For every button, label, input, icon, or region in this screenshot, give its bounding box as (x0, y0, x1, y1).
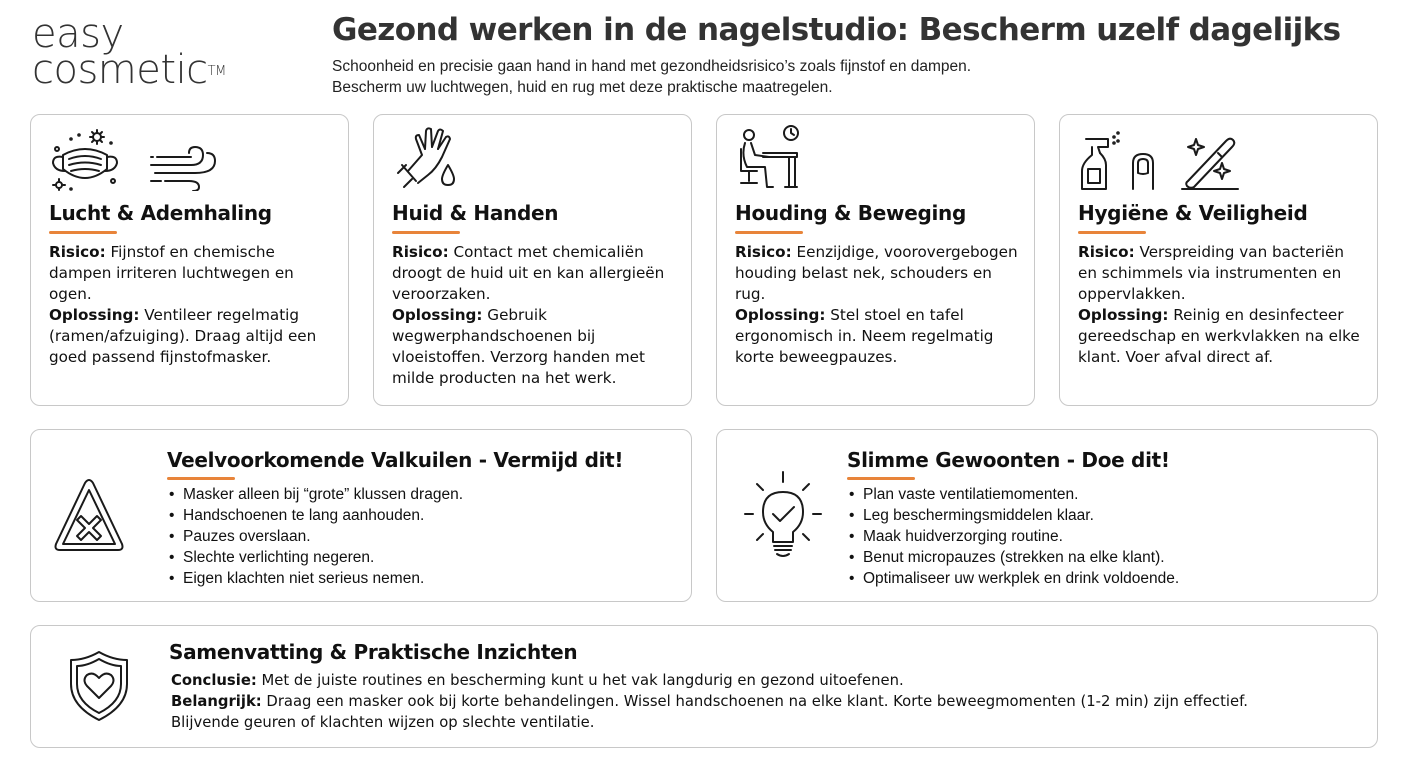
warning-triangle-x-icon (53, 476, 125, 562)
solution-label: Oplossing: (49, 306, 140, 324)
pitfalls-list (169, 484, 463, 589)
list-item: • Slechte verlichting negeren. (169, 547, 463, 568)
subtitle-line-1: Schoonheid en precisie gaan hand in hand met gezondheidsrisico’s zoals fijnstof en dampen. (332, 58, 972, 75)
page-subtitle (332, 56, 971, 98)
spray-bottle-icon (1078, 129, 1122, 195)
card-body (1078, 242, 1365, 368)
risk-text: Eenzijdige, voorovergebogen houding belast nek, schouders en rug. (735, 243, 1018, 303)
nail-file-sparkle-icon (1178, 131, 1240, 195)
summary-title: Samenvatting & Praktische Inzichten (169, 640, 578, 664)
subtitle-line-2: Bescherm uw luchtwegen, huid en rug met deze praktische maatregelen. (332, 79, 833, 96)
shield-heart-icon (67, 650, 131, 726)
fingernail-icon (1130, 151, 1156, 195)
important-text-line2: Blijvende geuren of klachten wijzen op slechte ventilatie. (171, 714, 595, 731)
summary-body (171, 670, 1248, 733)
solution-text: Stel stoel en tafel ergonomisch in. Neem regelmatig korte beweegpauzes. (735, 306, 994, 366)
lightbulb-check-icon (743, 470, 823, 564)
card-houding-beweging (716, 114, 1035, 406)
face-mask-icon (49, 129, 121, 195)
habits-title: Slimme Gewoonten - Doe dit! (847, 448, 1170, 472)
solution-text: Ventileer regelmatig (ramen/afzuiging). Draag altijd een goed passend fijnstofmasker. (49, 306, 317, 366)
solution-label: Oplossing: (1078, 306, 1169, 324)
accent-underline (167, 477, 235, 480)
list-item: • Optimaliseer uw werkplek en drink voldoende. (849, 568, 1179, 589)
wind-icon (149, 143, 219, 195)
list-item: • Masker alleen bij “grote” klussen dragen. (169, 484, 463, 505)
important-label: Belangrijk: (171, 693, 262, 710)
list-item: • Plan vaste ventilatiemomenten. (849, 484, 1179, 505)
conclusion-label: Conclusie: (171, 672, 257, 689)
habits-panel (716, 429, 1378, 602)
solution-text: Reinig en desinfecteer gereedschap en werkvlakken na elke klant. Voer afval direct af. (1078, 306, 1360, 366)
risk-text: Contact met chemicaliën droogt de huid uit en kan allergieën veroorzaken. (392, 243, 665, 303)
desk-posture-icon (735, 125, 801, 195)
brand-line1: easy (32, 11, 124, 57)
brand-line2: cosmetic (32, 47, 208, 93)
risk-label: Risico: (735, 243, 792, 261)
card-body (49, 242, 336, 368)
solution-label: Oplossing: (392, 306, 483, 324)
accent-underline (49, 231, 117, 234)
card-body (392, 242, 679, 389)
risk-text: Fijnstof en chemische dampen irriteren luchtwegen en ogen. (49, 243, 294, 303)
solution-text: Gebruik wegwerphandschoenen bij vloeistoffen. Verzorg handen met milde producten na het werk. (392, 306, 645, 387)
list-item: • Maak huidverzorging routine. (849, 526, 1179, 547)
habits-list (849, 484, 1179, 589)
accent-underline (1078, 231, 1146, 234)
accent-underline (392, 231, 460, 234)
list-item: • Handschoenen te lang aanhouden. (169, 505, 463, 526)
card-body (735, 242, 1022, 368)
solution-label: Oplossing: (735, 306, 826, 324)
trademark: TM (207, 64, 226, 79)
conclusion-text: Met de juiste routines en bescherming kunt u het vak langdurig en gezond uitoefenen. (261, 672, 904, 689)
risk-label: Risico: (392, 243, 449, 261)
card-lucht-ademhaling (30, 114, 349, 406)
important-text: Draag een masker ook bij korte behandelingen. Wissel handschoenen na elke klant. Korte beweegmomenten (1-2 min) zijn effectief. (266, 693, 1248, 710)
card-title: Lucht & Ademhaling (49, 201, 272, 225)
glove-hand-icon (392, 125, 462, 195)
card-title: Hygiëne & Veiligheid (1078, 201, 1308, 225)
page-title: Gezond werken in de nagelstudio: Bescherm uzelf dagelijks (332, 12, 1341, 48)
risk-label: Risico: (49, 243, 106, 261)
list-item: • Pauzes overslaan. (169, 526, 463, 547)
summary-panel (30, 625, 1378, 748)
card-title: Houding & Beweging (735, 201, 966, 225)
brand-logo (32, 11, 226, 93)
accent-underline (847, 477, 915, 480)
card-huid-handen (373, 114, 692, 406)
pitfalls-panel (30, 429, 692, 602)
list-item: • Eigen klachten niet serieus nemen. (169, 568, 463, 589)
card-title: Huid & Handen (392, 201, 559, 225)
accent-underline (735, 231, 803, 234)
risk-label: Risico: (1078, 243, 1135, 261)
list-item: • Benut micropauzes (strekken na elke klant). (849, 547, 1179, 568)
card-hygiene-veiligheid (1059, 114, 1378, 406)
list-item: • Leg beschermingsmiddelen klaar. (849, 505, 1179, 526)
risk-text: Verspreiding van bacteriën en schimmels via instrumenten en oppervlakken. (1078, 243, 1345, 303)
pitfalls-title: Veelvoorkomende Valkuilen - Vermijd dit! (167, 448, 624, 472)
